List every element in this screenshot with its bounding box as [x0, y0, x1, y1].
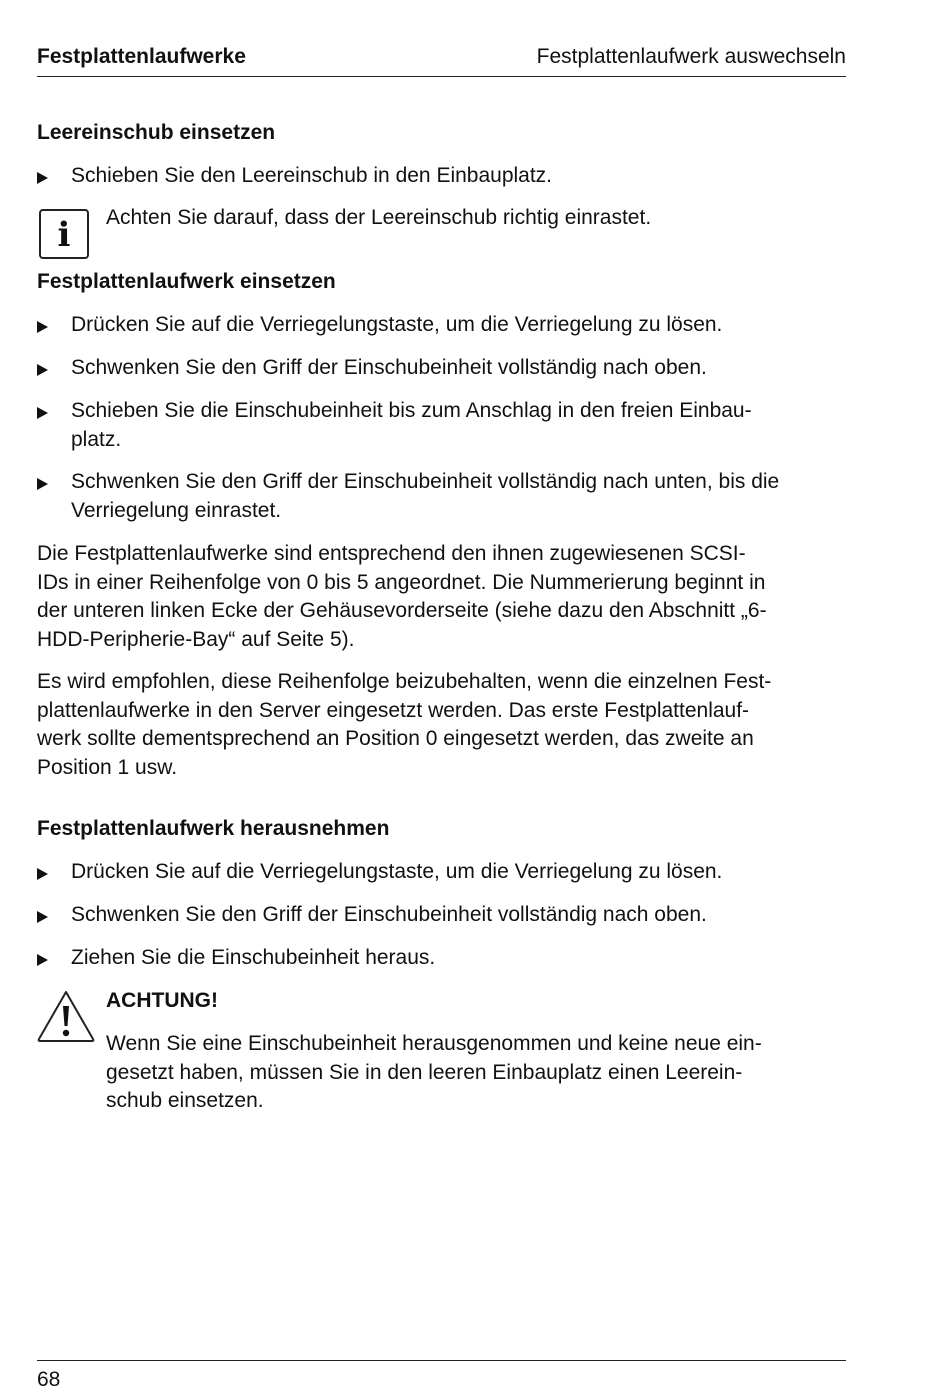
triangle-bullet-icon: [37, 407, 48, 419]
paragraph-line: Die Festplattenlaufwerke sind entsprechend den ihnen zugewiesenen SCSI-: [37, 542, 746, 565]
paragraph-line: werk sollte dementsprechend an Position 0 eingesetzt werden, das zweite an: [37, 727, 754, 751]
section-title: Festplattenlaufwerk auswechseln: [536, 45, 846, 68]
step-text-line: Schwenken Sie den Griff der Einschubeinheit vollständig nach unten, bis die: [71, 470, 780, 493]
triangle-bullet-icon: [37, 868, 48, 880]
paragraph-line: Position 1 usw.: [37, 755, 178, 779]
info-icon: i: [39, 209, 89, 259]
step-text-line: Verriegelung einrastet.: [71, 498, 282, 522]
paragraph-line: plattenlaufwerke in den Server eingesetzt werden. Das erste Festplattenlauf-: [37, 698, 750, 722]
warning-line: gesetzt haben, müssen Sie in den leeren Einbauplatz einen Leerein-: [106, 1060, 743, 1084]
list-item: [37, 311, 852, 340]
triangle-bullet-icon: [37, 321, 48, 333]
warning-text: [106, 1030, 851, 1116]
paragraph-line: der unteren linken Ecke der Gehäusevorderseite (siehe dazu den Abschnitt „6-: [37, 599, 767, 623]
triangle-bullet-icon: [37, 172, 48, 184]
step-text: Schieben Sie den Leereinschub in den Einbauplatz.: [71, 164, 553, 187]
list-item: [37, 858, 852, 887]
list-item: [37, 162, 852, 191]
heading-festplattenlaufwerk-einsetzen: Festplattenlaufwerk einsetzen: [37, 270, 336, 293]
list-item: [37, 468, 852, 525]
chapter-title: Festplattenlaufwerke: [37, 45, 246, 68]
paragraph-reihenfolge: [37, 668, 852, 782]
heading-leereinschub-einsetzen: Leereinschub einsetzen: [37, 121, 276, 144]
step-text: Ziehen Sie die Einschubeinheit heraus.: [71, 946, 436, 969]
triangle-bullet-icon: [37, 911, 48, 923]
list-item: [37, 944, 852, 973]
step-text-line: platz.: [71, 427, 122, 451]
list-item: [37, 397, 852, 454]
list-item: [37, 901, 852, 930]
warning-line: schub einsetzen.: [106, 1089, 264, 1113]
paragraph-scsi-ids: [37, 540, 852, 654]
warning-title: ACHTUNG!: [106, 989, 218, 1012]
step-text: Drücken Sie auf die Verriegelungstaste, um die Verriegelung zu lösen.: [71, 313, 723, 336]
step-text-line: Schieben Sie die Einschubeinheit bis zum Anschlag in den freien Einbau-: [71, 399, 752, 422]
step-text: Schwenken Sie den Griff der Einschubeinheit vollständig nach oben.: [71, 356, 707, 379]
list-item: [37, 354, 852, 383]
footer-divider: [37, 1360, 846, 1361]
triangle-bullet-icon: [37, 478, 48, 490]
warning-line: Wenn Sie eine Einschubeinheit herausgenommen und keine neue ein-: [106, 1032, 762, 1055]
step-text: Drücken Sie auf die Verriegelungstaste, um die Verriegelung zu lösen.: [71, 860, 723, 883]
step-text: Schwenken Sie den Griff der Einschubeinheit vollständig nach oben.: [71, 903, 707, 926]
note-text: Achten Sie darauf, dass der Leereinschub richtig einrastet.: [106, 206, 652, 229]
heading-festplattenlaufwerk-herausnehmen: Festplattenlaufwerk herausnehmen: [37, 817, 390, 840]
paragraph-line: HDD-Peripherie-Bay“ auf Seite 5).: [37, 627, 355, 651]
paragraph-line: Es wird empfohlen, diese Reihenfolge beizubehalten, wenn die einzelnen Fest-: [37, 670, 772, 693]
page-header: [37, 43, 846, 77]
triangle-bullet-icon: [37, 954, 48, 966]
page-number: 68: [37, 1368, 61, 1391]
paragraph-line: IDs in einer Reihenfolge von 0 bis 5 angeordnet. Die Nummerierung beginnt in: [37, 570, 766, 594]
triangle-bullet-icon: [37, 364, 48, 376]
warning-triangle-icon: [36, 988, 96, 1044]
